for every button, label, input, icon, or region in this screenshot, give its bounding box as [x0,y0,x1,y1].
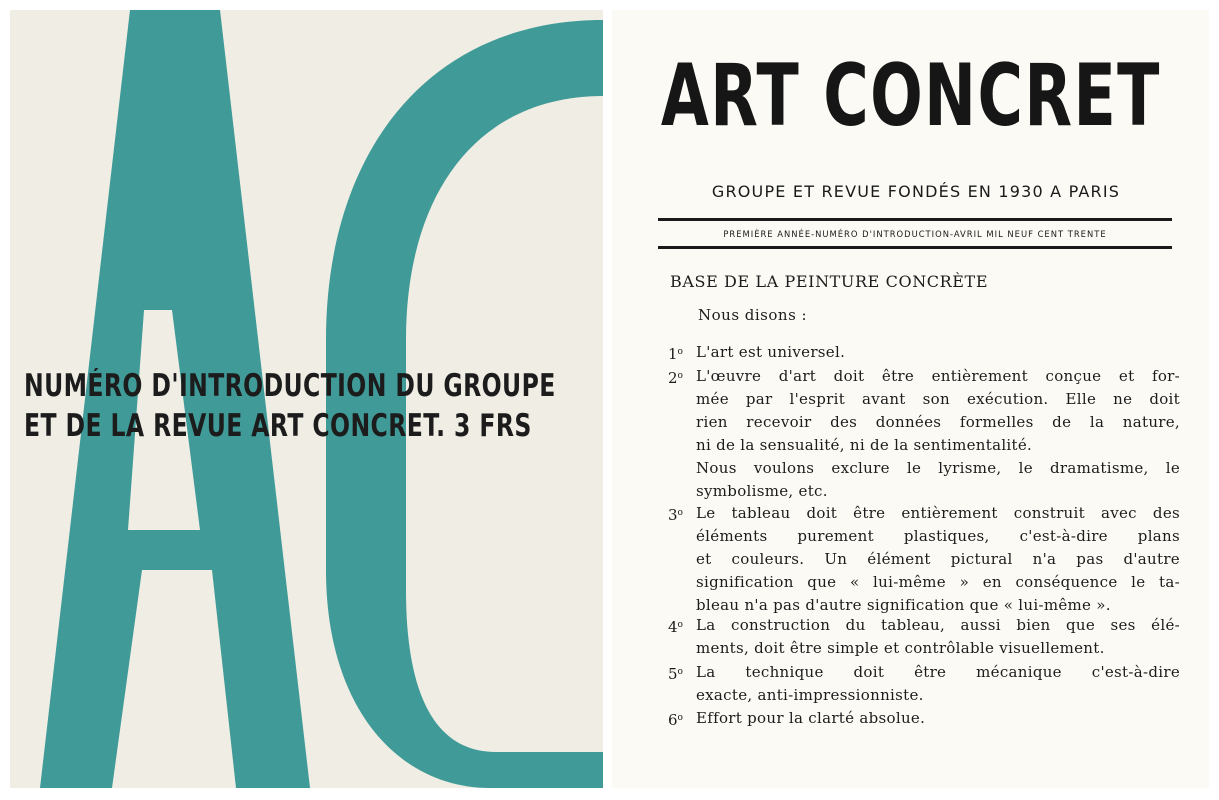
item-number-digit: 1 [668,345,678,363]
rule-bottom [658,246,1172,249]
item-line: exacte, anti-impressionniste. [696,686,924,704]
item-number-digit: 3 [668,506,678,524]
item-line: La technique doit être mécanique c'est-à-dire [696,663,1180,681]
item-number-suffix: o [677,508,683,518]
item-number-digit: 4 [668,618,678,636]
item-line: La construction du tableau, aussi bien que ses élé- [696,616,1180,634]
item-line: L'art est universel. [696,343,846,361]
manifesto-item [668,614,1180,660]
item-line: Le tableau doit être entièrement construit avec des [696,504,1180,522]
item-line: rien recevoir des données formelles de la nature, [696,413,1180,431]
item-line: et couleurs. Un élément pictural n'a pas d'autre [696,550,1180,568]
item-number-digit: 6 [668,711,678,729]
manifesto-item [668,502,1180,617]
item-number-suffix: o [677,620,683,630]
manifesto-item [668,661,1180,707]
item-number [668,614,683,639]
rule-top [658,218,1172,221]
item-line: signification que « lui-même » en conséquence le ta- [696,573,1180,591]
item-line: ments, doit être simple et contrôlable visuellement. [696,639,1105,657]
cover-page [10,10,603,788]
item-number-suffix: o [677,713,683,723]
manifesto-item [668,365,1180,503]
item-number-suffix: o [677,667,683,677]
intro-text: Nous disons : [698,306,808,324]
item-number-digit: 2 [668,369,678,387]
item-number [668,661,683,686]
item-number-digit: 5 [668,665,678,683]
cover-caption [24,366,556,446]
item-line: Nous voulons exclure le lyrisme, le dramatisme, le [696,459,1180,477]
item-line: bleau n'a pas d'autre signification que « lui-même ». [696,596,1111,614]
item-number-suffix: o [677,371,683,381]
item-number [668,341,683,366]
item-number [668,365,683,390]
item-number [668,707,683,732]
item-line: Effort pour la clarté absolue. [696,709,926,727]
item-number [668,502,683,527]
subtitle: GROUPE ET REVUE FONDÉS EN 1930 A PARIS [711,182,1121,201]
section-heading: BASE DE LA PEINTURE CONCRÈTE [670,272,989,291]
cover-caption-line-2: ET DE LA REVUE ART CONCRET. 3 FRS [24,408,532,444]
masthead-title: ART CONCRET [660,46,1161,146]
cover-caption-line-1: NUMÉRO D'INTRODUCTION DU GROUPE [24,368,556,404]
issue-line: PREMIÈRE ANNÉE-NUMÉRO D'INTRODUCTION-AVRIL MIL NEUF CENT TRENTE [723,229,1107,239]
masthead [660,46,1161,146]
manifesto-item [668,707,1180,730]
manifesto-item [668,341,1180,364]
manifesto-page [612,10,1209,788]
item-line: L'œuvre d'art doit être entièrement conçue et for- [696,367,1180,385]
item-line: ni de la sensualité, ni de la sentimentalité. [696,436,1033,454]
item-line: symbolisme, etc. [696,482,828,500]
item-line: mée par l'esprit avant son exécution. Elle ne doit [696,390,1180,408]
item-number-suffix: o [677,347,683,357]
item-line: éléments purement plastiques, c'est-à-dire plans [696,527,1180,545]
